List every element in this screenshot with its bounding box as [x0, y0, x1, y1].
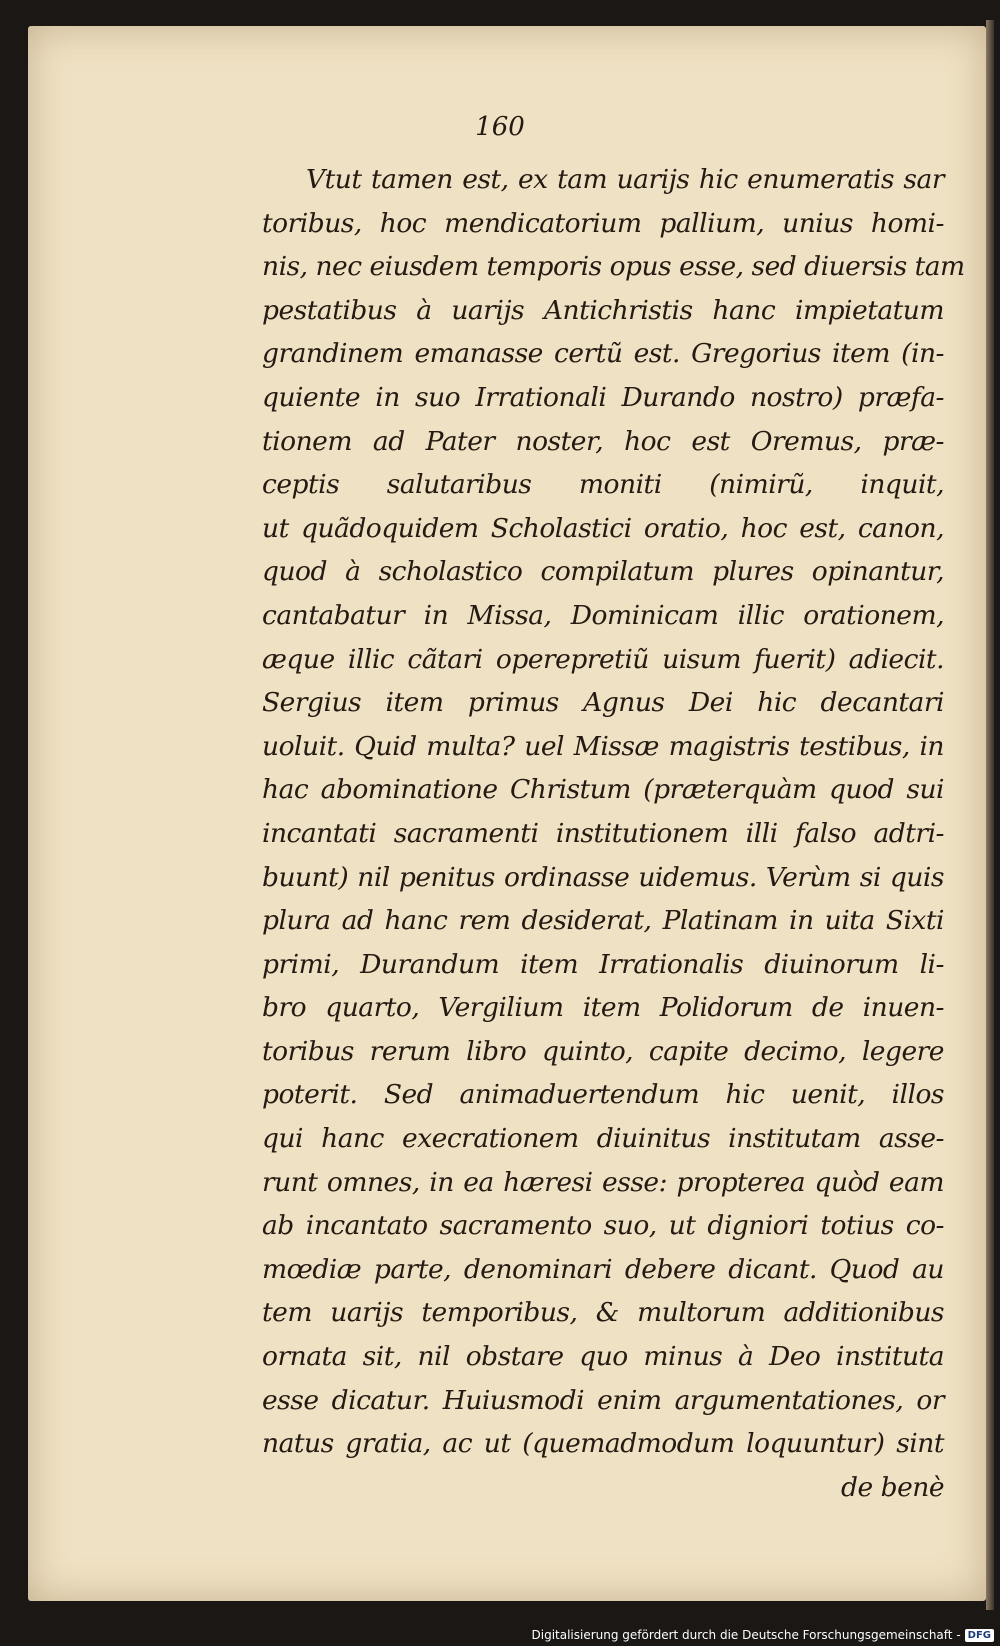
page-number: 160 — [475, 112, 525, 142]
text-line: incantati sacramenti institutionem illi falso adtri- — [262, 817, 944, 849]
text-line: tem uarijs temporibus, & multorum additionibus — [262, 1297, 944, 1329]
catchword: de benè — [841, 1471, 944, 1503]
page-edge — [986, 20, 994, 1610]
text-line: toribus, hoc mendicatorium pallium, unius homi- — [262, 207, 944, 239]
text-line: qui hanc execrationem diuinitus institutam asse- — [262, 1123, 944, 1155]
text-line: ceptis salutaribus moniti (nimirũ, inquit, — [262, 469, 944, 501]
text-line: grandinem emanasse certũ est. Gregorius item (in- — [262, 338, 944, 370]
footer-text: Digitalisierung gefördert durch die Deutsche Forschungsgemeinschaft - — [531, 1628, 961, 1642]
text-line: ornata sit, nil obstare quo minus à Deo instituta — [262, 1341, 944, 1373]
text-line: mœdiæ parte, denominari debere dicant. Quod au — [262, 1253, 944, 1285]
text-line: Sergius item primus Agnus Dei hic decantari — [262, 687, 944, 719]
text-line: plura ad hanc rem desiderat, Platinam in uita Sixti — [262, 905, 944, 937]
text-line: buunt) nil penitus ordinasse uidemus. Verùm si quis — [262, 861, 944, 893]
dfg-logo: DFG — [965, 1629, 994, 1642]
text-line: ut quãdoquidem Scholastici oratio, hoc est, canon, — [262, 512, 944, 544]
text-line: primi, Durandum item Irrationalis diuinorum li- — [262, 948, 944, 980]
text-line: esse dicatur. Huiusmodi enim argumentationes, or — [262, 1384, 944, 1416]
text-line: Vtut tamen est, ex tam uarijs hic enumeratis sar — [306, 164, 944, 195]
body-text — [262, 158, 965, 1509]
text-line: tionem ad Pater noster, hoc est Oremus, præ- — [262, 425, 944, 457]
text-line: nis, nec eiusdem temporis opus esse, sed diuersis tam — [262, 251, 965, 283]
text-line: hac abominatione Christum (præterquàm quod sui — [262, 774, 944, 806]
text-line: bro quarto, Vergilium item Polidorum de inuen- — [262, 992, 944, 1024]
text-line: pestatibus à uarijs Antichristis hanc impietatum — [262, 294, 944, 326]
text-line: poterit. Sed animaduertendum hic uenit, illos — [262, 1079, 944, 1111]
text-line: cantabatur in Missa, Dominicam illic orationem, — [262, 599, 944, 631]
digitization-credit — [532, 1628, 995, 1642]
text-line: uoluit. Quid multa? uel Missæ magistris testibus, in — [262, 730, 944, 762]
text-line: æque illic cãtari operepretiũ uisum fuerit) adiecit. — [262, 643, 944, 675]
text-line: quod à scholastico compilatum plures opinantur, — [262, 556, 944, 588]
text-line: ab incantato sacramento suo, ut digniori totius co- — [262, 1210, 944, 1242]
text-line: quiente in suo Irrationali Durando nostro) præfa- — [262, 381, 944, 413]
text-line: toribus rerum libro quinto, capite decimo, legere — [262, 1035, 944, 1067]
text-line: runt omnes, in ea hæresi esse: propterea quòd eam — [262, 1166, 944, 1198]
text-line: natus gratia, ac ut (quemadmodum loquuntur) sint — [262, 1428, 944, 1460]
